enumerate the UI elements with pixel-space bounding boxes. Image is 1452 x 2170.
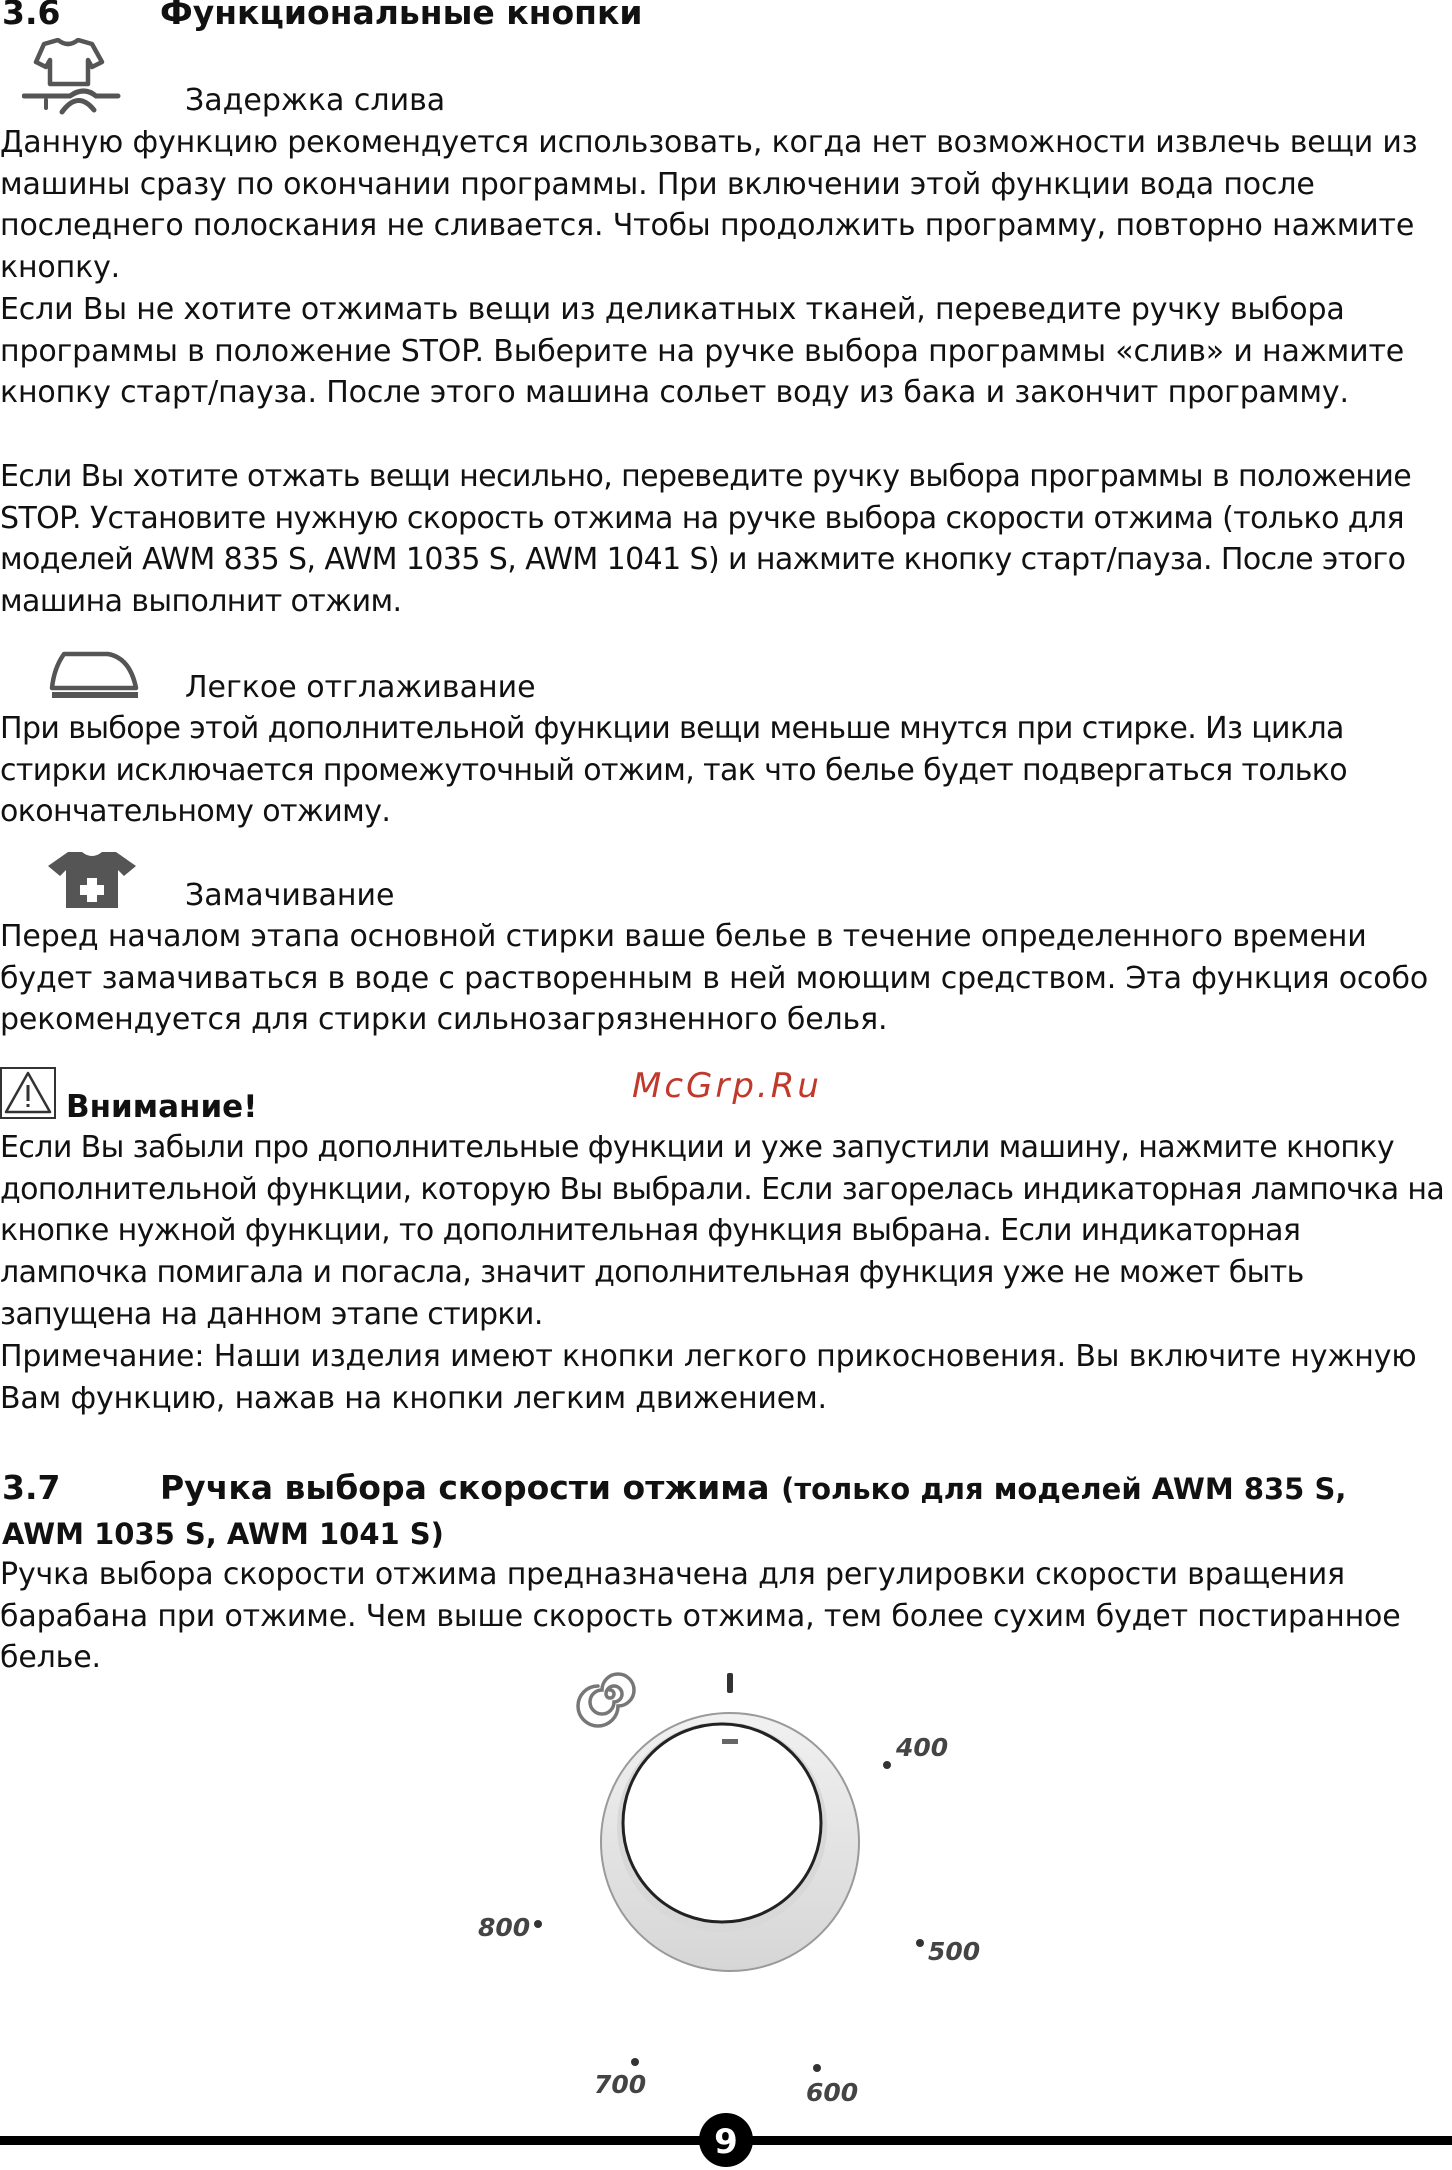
soak-text: Перед началом этапа основной стирки ваше белье в течение определенного времени будет замачиваться в воде с растворенным в ней моющим средством. Эта функция особо рекомендуется для стирки сильнозагрязненного белья. bbox=[0, 919, 1429, 1038]
warning-text: Если Вы забыли про дополнительные функции и уже запустили машину, нажмите кнопку дополнительной функции, которую Вы выбрали. Если загорелась индикаторная лампочка на кнопке нужной функции, то дополнительная функция выбрана. Если индикаторная лампочка помигала и погасла, значит дополнительная функция уже не может быть запущена на данном этапе стирки. bbox=[0, 1130, 1445, 1332]
iron-icon bbox=[44, 648, 144, 708]
section-subtitle-line-2: AWM 1035 S, AWM 1041 S) bbox=[2, 1517, 444, 1551]
dial-top-mark bbox=[727, 1673, 733, 1693]
dial-label-600: 600 bbox=[806, 2078, 859, 2107]
dial-dot-700 bbox=[631, 2058, 639, 2066]
dial-label-800: 800 bbox=[478, 1913, 531, 1942]
drain-delay-paragraph-3: Если Вы хотите отжать вещи несильно, переведите ручку выбора программы в положение STOP. Установите нужную скорость отжима на ручке выбора скорости отжима (только для моделей AWM 835 S, AWM 1035 S, AWM 1041 S) и нажмите кнопку старт/пауза. После этого машина выполнит отжим. bbox=[0, 459, 1412, 620]
section-title: Функциональные кнопки bbox=[160, 0, 643, 32]
spin-spiral-icon bbox=[578, 1674, 634, 1726]
shirt-drip-icon bbox=[22, 38, 122, 116]
drain-delay-paragraph-1: Данную функцию рекомендуется использовать, когда нет возможности извлечь вещи из машины сразу по окончании программы. При включении этой функции вода после последнего полоскания не сливается. Чтобы продолжить программу, повторно нажмите кнопку. bbox=[0, 125, 1418, 286]
warning-triangle-icon bbox=[0, 1067, 56, 1119]
section-number: 3.6 bbox=[2, 0, 61, 32]
warning-title: Внимание! bbox=[66, 1089, 258, 1125]
drain-delay-title: Задержка слива bbox=[185, 83, 446, 118]
easy-iron-text: При выборе этой дополнительной функции вещи меньше мнутся при стирке. Из цикла стирки исключается промежуточный отжим, так что белье будет подвергаться только окончательному отжиму. bbox=[0, 711, 1348, 830]
dial-label-400: 400 bbox=[896, 1733, 949, 1762]
section-37-heading bbox=[2, 1468, 1347, 1507]
easy-iron-title: Легкое отглаживание bbox=[185, 670, 536, 705]
page-number: 9 bbox=[714, 2122, 738, 2162]
dial-knob[interactable] bbox=[623, 1724, 821, 1922]
dial-dot-800 bbox=[534, 1920, 542, 1928]
shirt-plus-icon bbox=[42, 848, 142, 912]
watermark: McGrp.Ru bbox=[632, 1066, 822, 1106]
dial-label-500: 500 bbox=[928, 1937, 981, 1966]
dial-dot-500 bbox=[916, 1939, 924, 1947]
dial-label-700: 700 bbox=[594, 2070, 647, 2099]
spin-speed-dial bbox=[440, 1660, 1000, 2110]
dial-dot-600 bbox=[813, 2064, 821, 2072]
page-footer bbox=[0, 2112, 1452, 2170]
dial-pointer bbox=[722, 1739, 738, 1744]
spin-speed-text: Ручка выбора скорости отжима предназначена для регулировки скорости вращения барабана при отжиме. Чем выше скорость отжима, тем более сухим будет постиранное белье. bbox=[0, 1557, 1401, 1676]
section-number: 3.7 bbox=[2, 1468, 61, 1507]
section-subtitle-line-1: (только для моделей AWM 835 S, bbox=[781, 1472, 1347, 1506]
section-title: Ручка выбора скорости отжима bbox=[160, 1468, 770, 1507]
dial-dot-400 bbox=[883, 1761, 891, 1769]
section-36-heading bbox=[2, 0, 643, 32]
warning-note: Примечание: Наши изделия имеют кнопки легкого прикосновения. Вы включите нужную Вам функцию, нажав на кнопки легким движением. bbox=[0, 1339, 1417, 1416]
drain-delay-paragraph-2: Если Вы не хотите отжимать вещи из деликатных тканей, переведите ручку выбора программы в положение STOP. Выберите на ручке выбора программы «слив» и нажмите кнопку старт/пауза. После этого машина сольет воду из бака и закончит программу. bbox=[0, 292, 1405, 411]
soak-title: Замачивание bbox=[185, 878, 395, 913]
